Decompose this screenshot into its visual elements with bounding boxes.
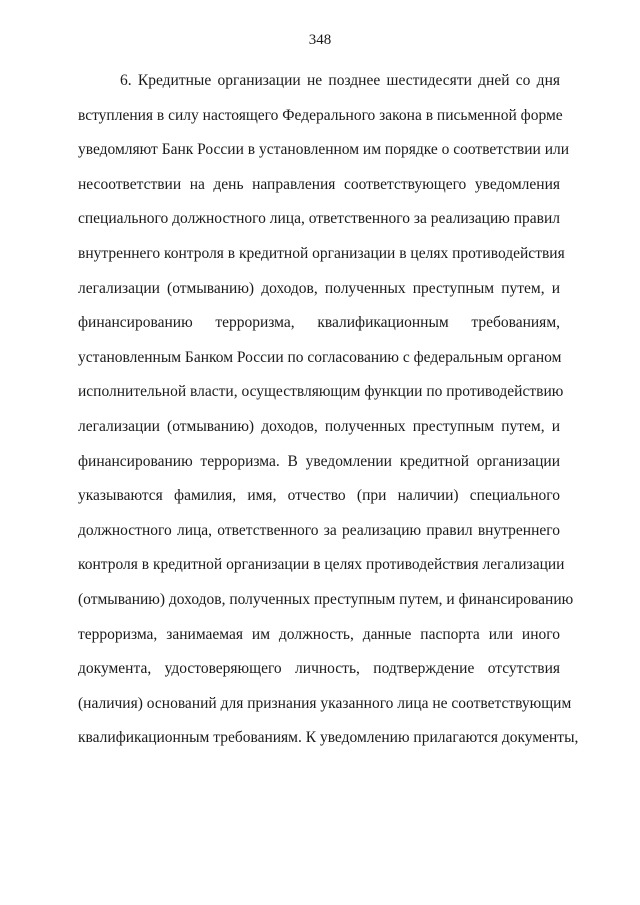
text-line: указываются фамилия, имя, отчество (при наличии) специального — [78, 487, 560, 505]
text-line: легализации (отмыванию) доходов, полученных преступным путем, и — [78, 279, 560, 297]
text-line: легализации (отмыванию) доходов, полученных преступным путем, и — [78, 417, 560, 435]
text-line: несоответствии на день направления соответствующего уведомления — [78, 175, 560, 193]
page-number: 348 — [308, 32, 332, 48]
text-line: финансированию терроризма. В уведомлении кредитной организации — [78, 452, 560, 470]
text-line: исполнительной власти, осуществляющим функции по противодействию — [78, 383, 564, 401]
body-text — [78, 64, 579, 756]
text-line: специального должностного лица, ответственного за реализацию правил — [78, 210, 560, 228]
text-line: уведомляют Банк России в установленном им порядке о соответствии или — [78, 141, 570, 159]
text-line: документа, удостоверяющего личность, подтверждение отсутствия — [78, 660, 560, 678]
text-line: терроризма, занимаемая им должность, данные паспорта или иного — [78, 625, 560, 643]
text-line: контроля в кредитной организации в целях противодействия легализации — [78, 556, 565, 574]
text-line: вступления в силу настоящего Федерального закона в письменной форме — [78, 106, 563, 124]
text-line: 6. Кредитные организации не позднее шестидесяти дней со дня — [120, 72, 560, 89]
text-line: внутреннего контроля в кредитной организации в целях противодействия — [78, 244, 565, 262]
text-line: (отмыванию) доходов, полученных преступным путем, и финансированию — [78, 590, 574, 608]
text-line: установленным Банком России по согласованию с федеральным органом — [78, 348, 562, 366]
text-line: должностного лица, ответственного за реализацию правил внутреннего — [78, 521, 560, 539]
text-line: (наличия) оснований для признания указанного лица не соответствующим — [78, 694, 572, 712]
text-line: квалификационным требованиям. К уведомлению прилагаются документы, — [78, 729, 579, 747]
text-line: финансированию терроризма, квалификационным требованиям, — [78, 314, 560, 332]
